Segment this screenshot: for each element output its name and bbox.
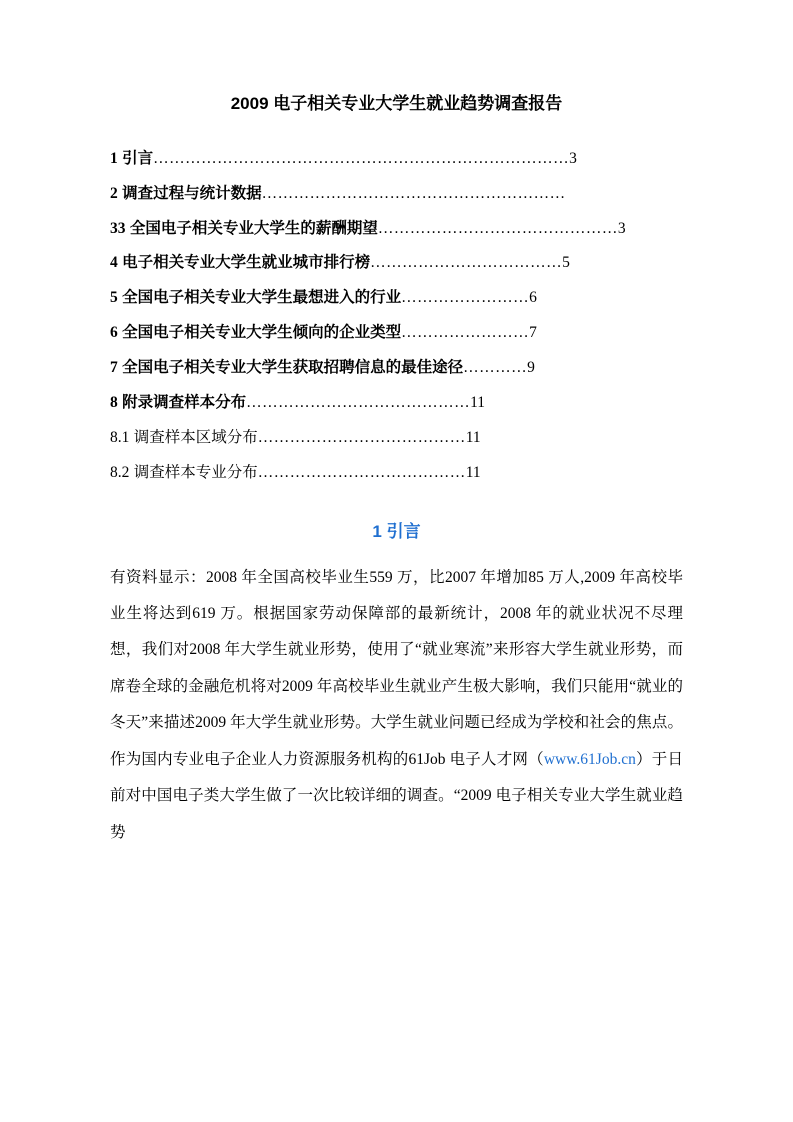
toc-dots: ………………………………………	[377, 219, 618, 237]
toc-number: 7	[110, 359, 118, 377]
table-of-contents	[110, 142, 683, 491]
section-heading: 1 引言	[372, 521, 421, 541]
website-link[interactable]: www.61Job.cn	[543, 750, 636, 768]
toc-dots: …………	[463, 359, 528, 377]
toc-entry[interactable]	[110, 316, 683, 351]
toc-number: 6	[110, 324, 118, 342]
toc-entry[interactable]	[110, 456, 683, 491]
toc-entry[interactable]	[110, 212, 683, 247]
toc-page: 5	[562, 254, 570, 272]
toc-label: 全国电子相关专业大学生获取招聘信息的最佳途径	[122, 359, 464, 377]
toc-entry[interactable]	[110, 246, 683, 281]
toc-entry[interactable]	[110, 351, 683, 386]
toc-dots: ……………………	[401, 324, 530, 342]
toc-dots: ……………………………………………………………………	[153, 149, 570, 167]
body-paragraph	[110, 560, 683, 851]
toc-label: 调查样本区域分布	[133, 428, 258, 446]
toc-label: 调查样本专业分布	[133, 463, 258, 481]
toc-entry[interactable]	[110, 386, 683, 421]
toc-entry[interactable]	[110, 177, 683, 212]
toc-page: 9	[527, 359, 535, 377]
toc-number: 2	[110, 184, 118, 202]
toc-dots: ……………………………………	[246, 393, 471, 411]
toc-page: 11	[465, 463, 481, 481]
toc-dots: …………………………………	[257, 463, 466, 481]
toc-label: 全国电子相关专业大学生的薪酬期望	[129, 219, 378, 237]
body-text-part2: ）于日前对中国电子类大学生做了一次比较详细的调查。“2009 电子相关专业大学生就业趋势	[110, 750, 683, 841]
toc-page: 11	[470, 393, 486, 411]
toc-number: 8.1	[110, 428, 130, 446]
toc-dots: ……………………	[401, 289, 530, 307]
toc-number: 5	[110, 289, 118, 307]
toc-label: 全国电子相关专业大学生倾向的企业类型	[122, 324, 402, 342]
toc-label: 引言	[122, 149, 154, 167]
toc-page: 3	[569, 149, 577, 167]
body-text-part1: 有资料显示：2008 年全国高校毕业生559 万，比2007 年增加85 万人,2009 年高校毕业生将达到619 万。根据国家劳动保障部的最新统计，2008 年的就业状况不尽理想，我们对2008 年大学生就业形势，使用了“就业寒流”来形容大学生就业形势，而席卷全球的金融危机将对2009 年高校毕业生就业产生极大影响，我们只能用“就业的冬天”来描述2009 年大学生就业形势。大学生就业问题已经成为学校和社会的焦点。作为国内专业电子企业人力资源服务机构的61Job 电子人才网（	[110, 568, 683, 768]
toc-dots: …………………………………	[257, 428, 466, 446]
toc-page: 6	[529, 289, 537, 307]
toc-page: 7	[529, 324, 537, 342]
toc-entry[interactable]	[110, 142, 683, 177]
toc-number: 33	[110, 219, 126, 237]
toc-dots: ………………………………	[370, 254, 563, 272]
toc-number: 8	[110, 393, 118, 411]
toc-number: 8.2	[110, 463, 130, 481]
toc-entry[interactable]	[110, 421, 683, 456]
toc-number: 4	[110, 254, 118, 272]
toc-page: 3	[617, 219, 626, 237]
toc-dots: …………………………………………………	[261, 184, 566, 202]
toc-number: 1	[110, 149, 118, 167]
toc-label: 电子相关专业大学生就业城市排行榜	[122, 254, 371, 272]
page-title: 2009 电子相关专业大学生就业趋势调查报告	[230, 94, 563, 113]
toc-label: 全国电子相关专业大学生最想进入的行业	[122, 289, 402, 307]
toc-label: 附录调查样本分布	[122, 393, 247, 411]
toc-entry[interactable]	[110, 281, 683, 316]
toc-page: 11	[465, 428, 481, 446]
toc-label: 调查过程与统计数据	[122, 184, 262, 202]
